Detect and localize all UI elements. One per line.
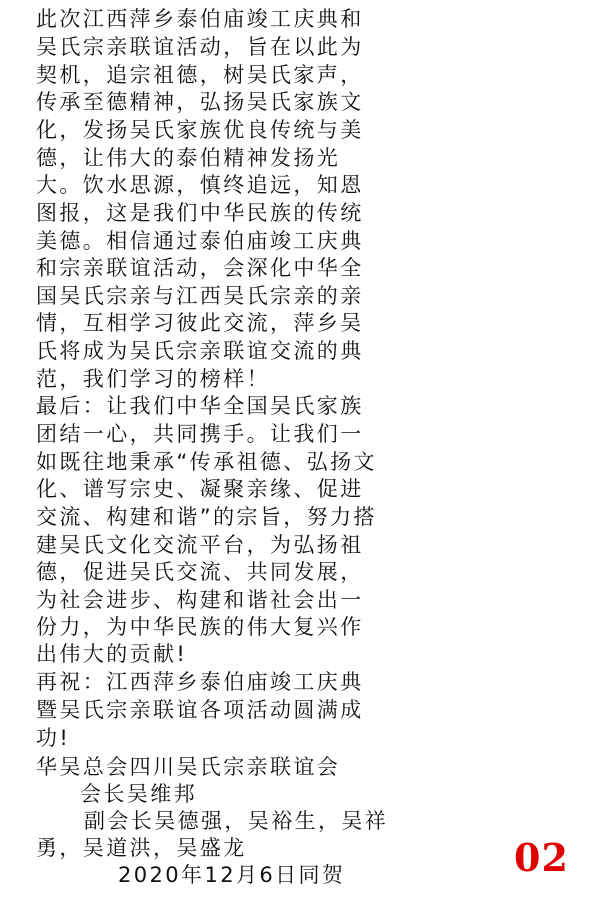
- body-line: 美德。相信通过泰伯庙竣工庆典: [36, 229, 364, 253]
- body-line: 情，互相学习彼此交流，萍乡吴: [36, 311, 364, 335]
- body-line: 吴氏宗亲联谊活动，旨在以此为: [36, 35, 364, 59]
- body-line: 化，发扬吴氏家族优良传统与美: [36, 118, 364, 142]
- body-line: 份力，为中华民族的伟大复兴作: [36, 615, 364, 639]
- body-line: 化、谱写宗史、凝聚亲缘、促进: [36, 477, 364, 501]
- body-line: 传承至德精神，弘扬吴氏家族文: [36, 90, 364, 114]
- signature-vice-presidents-cont: 勇，吴道洪，吴盛龙: [36, 836, 247, 860]
- body-line: 交流、构建和谐”的宗旨，努力搭: [36, 505, 377, 529]
- body-line: 建吴氏文化交流平台，为弘扬祖: [36, 533, 364, 557]
- body-line: 国吴氏宗亲与江西吴氏宗亲的亲: [36, 284, 364, 308]
- body-line: 契机，追宗祖德，树吴氏家声，: [36, 63, 364, 87]
- body-line: 德，让伟大的泰伯精神发扬光: [36, 146, 341, 170]
- body-line: 和宗亲联谊活动，会深化中华全: [36, 256, 364, 280]
- body-line: 大。饮水思源，慎终追远，知恩: [36, 173, 364, 197]
- signature-vice-presidents: 副会长吴德强，吴裕生，吴祥: [84, 809, 389, 833]
- body-line: 氏将成为吴氏宗亲联谊交流的典: [36, 339, 364, 363]
- body-line: 再祝：江西萍乡泰伯庙竣工庆典: [36, 670, 364, 694]
- body-line: 此次江西萍乡泰伯庙竣工庆典和: [36, 7, 364, 31]
- body-line: 德，促进吴氏交流、共同发展，: [36, 560, 364, 584]
- body-line: 最后：让我们中华全国吴氏家族: [36, 394, 364, 418]
- body-line: 功!: [36, 726, 71, 750]
- body-line: 暨吴氏宗亲联谊各项活动圆满成: [36, 698, 364, 722]
- body-line: 出伟大的贡献!: [36, 642, 188, 666]
- page-number: 02: [514, 835, 569, 880]
- body-line: 如既往地秉承“传承祖德、弘扬文: [36, 450, 377, 474]
- body-line: 图报，这是我们中华民族的传统: [36, 201, 364, 225]
- signature-president: 会长吴维邦: [80, 782, 197, 806]
- signature-date: 2020年12月6日同贺: [118, 863, 346, 887]
- body-line: 团结一心，共同携手。让我们一: [36, 422, 364, 446]
- signature-organization: 华吴总会四川吴氏宗亲联谊会: [36, 755, 341, 779]
- body-line: 为社会进步、构建和谐社会出一: [36, 588, 364, 612]
- body-line: 范，我们学习的榜样！: [36, 367, 270, 391]
